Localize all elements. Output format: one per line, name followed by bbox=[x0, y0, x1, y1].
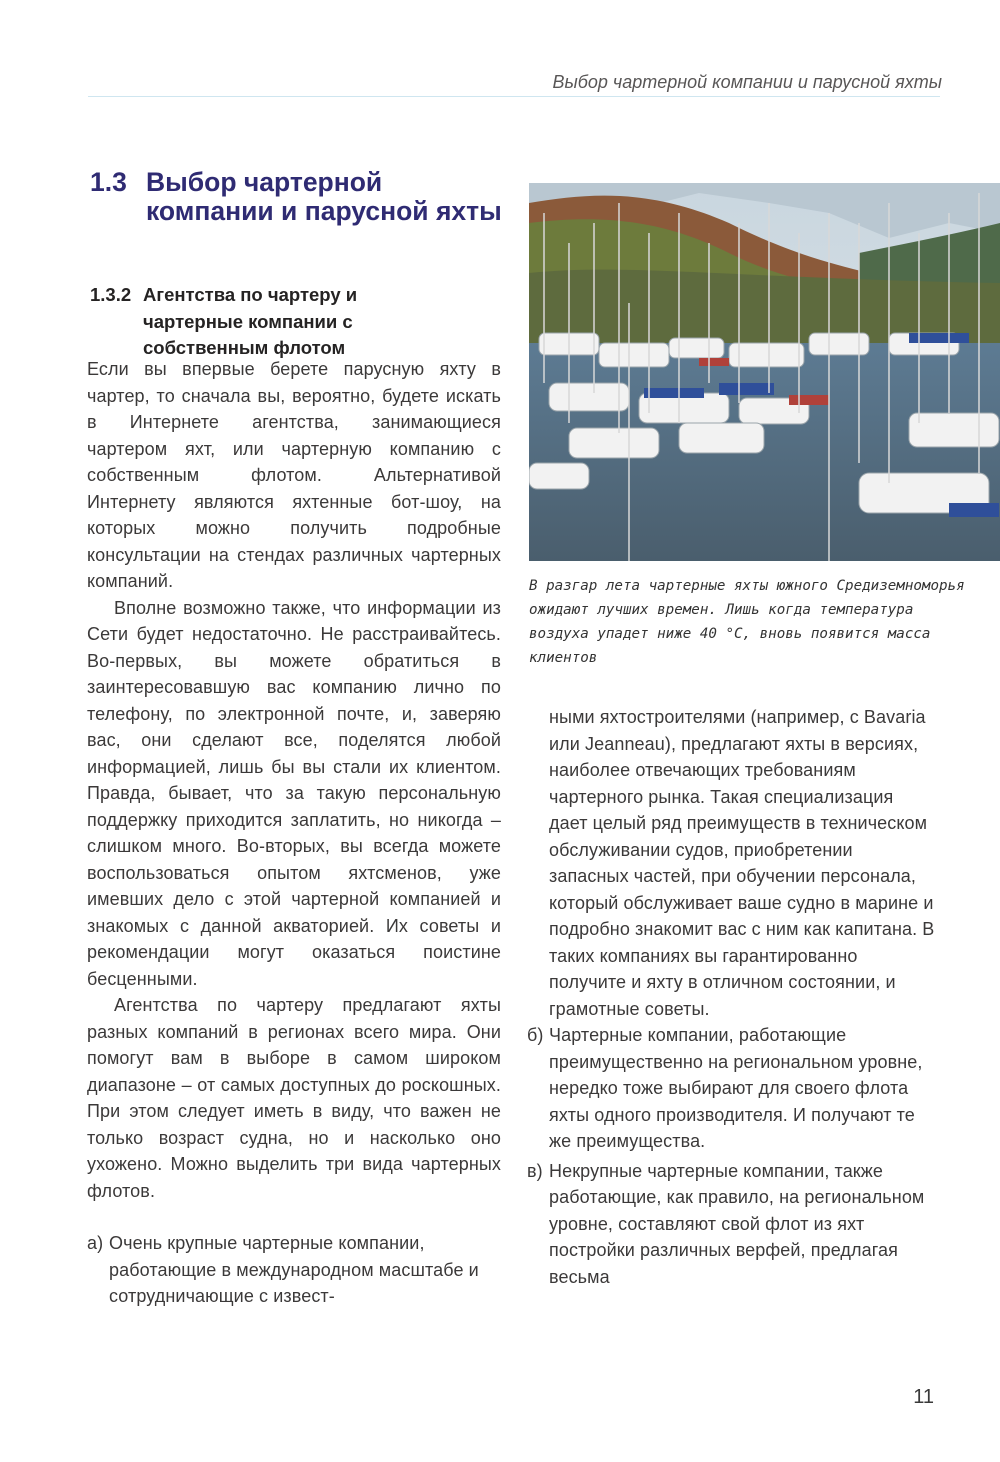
list-item-a bbox=[87, 1230, 501, 1310]
header-rule bbox=[88, 96, 940, 97]
photo-caption: В разгар лета чартерные яхты южного Средиземноморья ожидают лучших времен. Лишь когда температура воздуха упадет ниже 40 °C, вновь появится масса клиентов bbox=[529, 578, 965, 666]
section-title-text: Агентства по чартеру и чартерные компании с собственным флотом bbox=[143, 284, 358, 358]
list-item-c-text: Некрупные чартерные компании, также работающие, как правило, на региональном уровне, составляют свой флот из яхт постройки различных верфей, предлагая весьма bbox=[549, 1160, 925, 1287]
right-column bbox=[527, 704, 937, 1290]
section-title bbox=[90, 282, 420, 362]
running-header: Выбор чартерной компании и парусной яхты bbox=[552, 72, 942, 92]
list-item-b-text: Чартерные компании, работающие преимущественно на региональном уровне, нередко тоже выбирают для своего флота яхты одного производителя. И получают те же преимущества. bbox=[549, 1025, 923, 1151]
list-marker-a: а) bbox=[87, 1233, 104, 1253]
left-column bbox=[87, 356, 501, 1310]
section-number: 1.3.2 bbox=[90, 284, 132, 305]
list-item-c bbox=[527, 1158, 937, 1291]
marina-photo bbox=[529, 183, 1000, 561]
list-item-a-continued: ными яхтостроителями (например, с Bavaria или Jeanneau), предлагают яхты в версиях, наиболее отвечающих требованиям чартерного рынка. Такая специализация дает целый ряд преимуществ в техническом обслуживании судов, приобретении запасных частей, при обучении персонала, который обслуживает ваше судно в марине и подробно знакомит вас с ним как капитана. В таких компаниях вы гарантированно получите и яхту в отличном состоянии, и грамотные советы. bbox=[549, 707, 935, 1019]
list-item-a-text: Очень крупные чартерные компании, работающие в международном масштабе и сотрудничающие с извест- bbox=[109, 1233, 479, 1306]
chapter-title bbox=[90, 168, 510, 226]
paragraph-2: Вполне возможно также, что информации из Сети будет недостаточно. Не расстраивайтесь. Во-первых, вы можете обратиться в заинтересовавшую вас компанию лично по телефону, по электронной почте, и, заверяю вас, они сделают все, поделятся любой информацией, лишь бы вы стали их клиентом. Правда, бывает, что за такую персональную поддержку приходится заплатить, но никогда – слишком много. Во-вторых, вы всегда можете воспользоваться опытом яхтсменов, уже имевших дело с этой чартерной компанией и знакомых с данной акваторией. Их советы и рекомендации могут оказаться поистине бесценными. bbox=[87, 597, 501, 989]
paragraph-1: Если вы впервые берете парусную яхту в чартер, то сначала вы, вероятно, будете искать в Интернете агентства, занимающиеся чартером яхт, или чартерную компанию с собственным флотом. Альтернативой Интернету являются яхтенные бот-шоу, на которых можно получить подробные консультации на стендах различных чартерных компаний. bbox=[87, 359, 501, 591]
list-marker-c: в) bbox=[527, 1160, 543, 1181]
paragraph-3: Агентства по чартеру предлагают яхты разных компаний в регионах всего мира. Они помогут вам в выборе в самом широком диапазоне – от самых доступных до роскошных. При этом следует иметь в виду, что важен не только возраст судна, но и насколько оно ухожено. Можно выделить три вида чартерных флотов. bbox=[87, 995, 501, 1201]
chapter-title-text: Выбор чартерной компании и парусной яхты bbox=[146, 167, 502, 226]
list-item-b bbox=[527, 1022, 937, 1155]
list-marker-b: б) bbox=[527, 1025, 544, 1045]
page-number: 11 bbox=[913, 1386, 934, 1408]
chapter-number: 1.3 bbox=[90, 167, 127, 197]
